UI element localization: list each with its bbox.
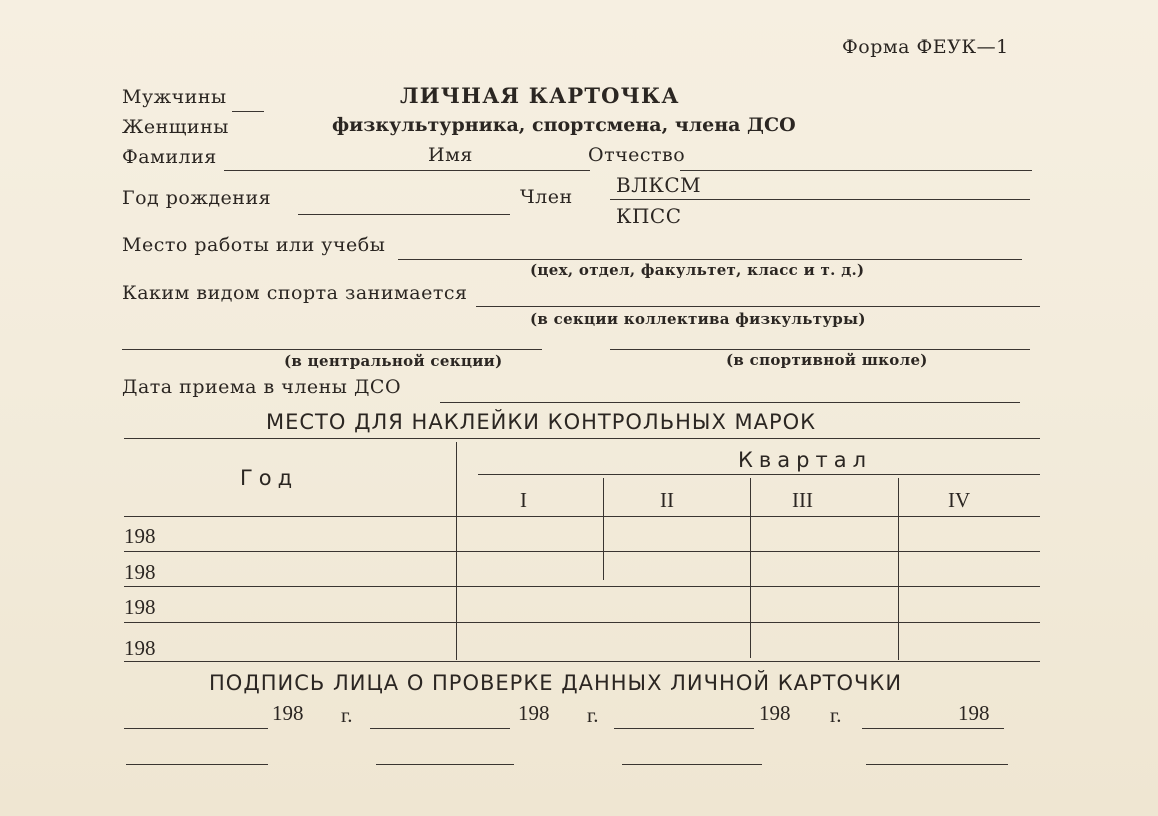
year-row-1: 198 xyxy=(124,524,156,548)
patronymic-field[interactable] xyxy=(680,170,1032,171)
sport-hint-collective: (в секции коллектива физкультуры) xyxy=(530,310,866,328)
signature-3-suffix: г. xyxy=(830,703,842,727)
card-title: ЛИЧНАЯ КАРТОЧКА xyxy=(400,83,680,108)
signature-2-year: 198 xyxy=(518,701,550,725)
quarter-4-header: IV xyxy=(948,488,971,512)
birth-year-field[interactable] xyxy=(298,214,510,215)
year-column-header: Год xyxy=(240,466,299,490)
name-field[interactable] xyxy=(420,170,590,171)
signature-heading: ПОДПИСЬ ЛИЦА О ПРОВЕРКЕ ДАННЫХ ЛИЧНОЙ КАРТОЧКИ xyxy=(209,671,903,695)
quarter-column-header: Квартал xyxy=(738,448,873,472)
quarter-3-header: III xyxy=(792,488,813,512)
year-row-3: 198 xyxy=(124,595,156,619)
signature-3-line[interactable] xyxy=(614,728,754,729)
signature-name-line-1[interactable] xyxy=(126,764,268,765)
year-row-2: 198 xyxy=(124,560,156,584)
kpss-label: КПСС xyxy=(616,204,682,228)
signature-1-line[interactable] xyxy=(124,728,268,729)
workplace-hint: (цех, отдел, факультет, класс и т. д.) xyxy=(530,261,865,279)
gender-female-label: Женщины xyxy=(122,116,229,138)
form-number: Форма ФЕУК—1 xyxy=(842,36,1009,58)
table-header-rule xyxy=(124,516,1040,517)
signature-1-suffix: г. xyxy=(341,703,353,727)
row-3-rule[interactable] xyxy=(124,622,1040,623)
gender-male-label: Мужчины xyxy=(122,86,227,108)
sport-label: Каким видом спорта занимается xyxy=(122,282,468,304)
row-1-rule[interactable] xyxy=(124,551,1040,552)
quarter-divider-1 xyxy=(603,478,604,580)
table-bottom-rule xyxy=(124,661,1040,662)
card-subtitle: физкультурника, спортсмена, члена ДСО xyxy=(332,114,796,136)
quarter-2-header: II xyxy=(660,488,674,512)
signature-4-line[interactable] xyxy=(862,728,1004,729)
sport-field-central[interactable] xyxy=(122,349,542,350)
signature-name-line-3[interactable] xyxy=(622,764,762,765)
surname-field[interactable] xyxy=(224,170,420,171)
stamps-top-rule xyxy=(124,438,1040,439)
signature-4-year: 198 xyxy=(958,701,990,725)
sport-field-collective[interactable] xyxy=(476,306,1040,307)
vlksm-label: ВЛКСМ xyxy=(616,173,702,197)
year-row-4: 198 xyxy=(124,636,156,660)
sport-hint-school: (в спортивной школе) xyxy=(726,351,928,369)
workplace-label: Место работы или учебы xyxy=(122,234,386,256)
row-2-rule[interactable] xyxy=(124,586,1040,587)
quarter-divider-3 xyxy=(898,478,899,660)
patronymic-label: Отчество xyxy=(588,144,686,166)
gender-male-line[interactable] xyxy=(232,111,264,112)
signature-2-suffix: г. xyxy=(587,703,599,727)
quarter-divider-2 xyxy=(750,478,751,658)
signature-name-line-2[interactable] xyxy=(376,764,514,765)
member-label: Член xyxy=(520,186,573,208)
vlksm-field[interactable] xyxy=(610,199,1030,200)
workplace-field[interactable] xyxy=(398,259,1022,260)
quarter-1-header: I xyxy=(520,488,527,512)
admission-date-label: Дата приема в члены ДСО xyxy=(122,376,402,398)
signature-2-line[interactable] xyxy=(370,728,510,729)
signature-name-line-4[interactable] xyxy=(866,764,1008,765)
stamps-heading: МЕСТО ДЛЯ НАКЛЕЙКИ КОНТРОЛЬНЫХ МАРОК xyxy=(266,410,817,434)
signature-1-year: 198 xyxy=(272,701,304,725)
quarter-header-rule xyxy=(478,474,1040,475)
surname-label: Фамилия xyxy=(122,146,217,168)
sport-field-school[interactable] xyxy=(610,349,1030,350)
admission-date-field[interactable] xyxy=(440,402,1020,403)
birth-year-label: Год рождения xyxy=(122,187,272,209)
name-label: Имя xyxy=(428,144,473,166)
sport-hint-central: (в центральной секции) xyxy=(284,352,503,370)
signature-3-year: 198 xyxy=(759,701,791,725)
